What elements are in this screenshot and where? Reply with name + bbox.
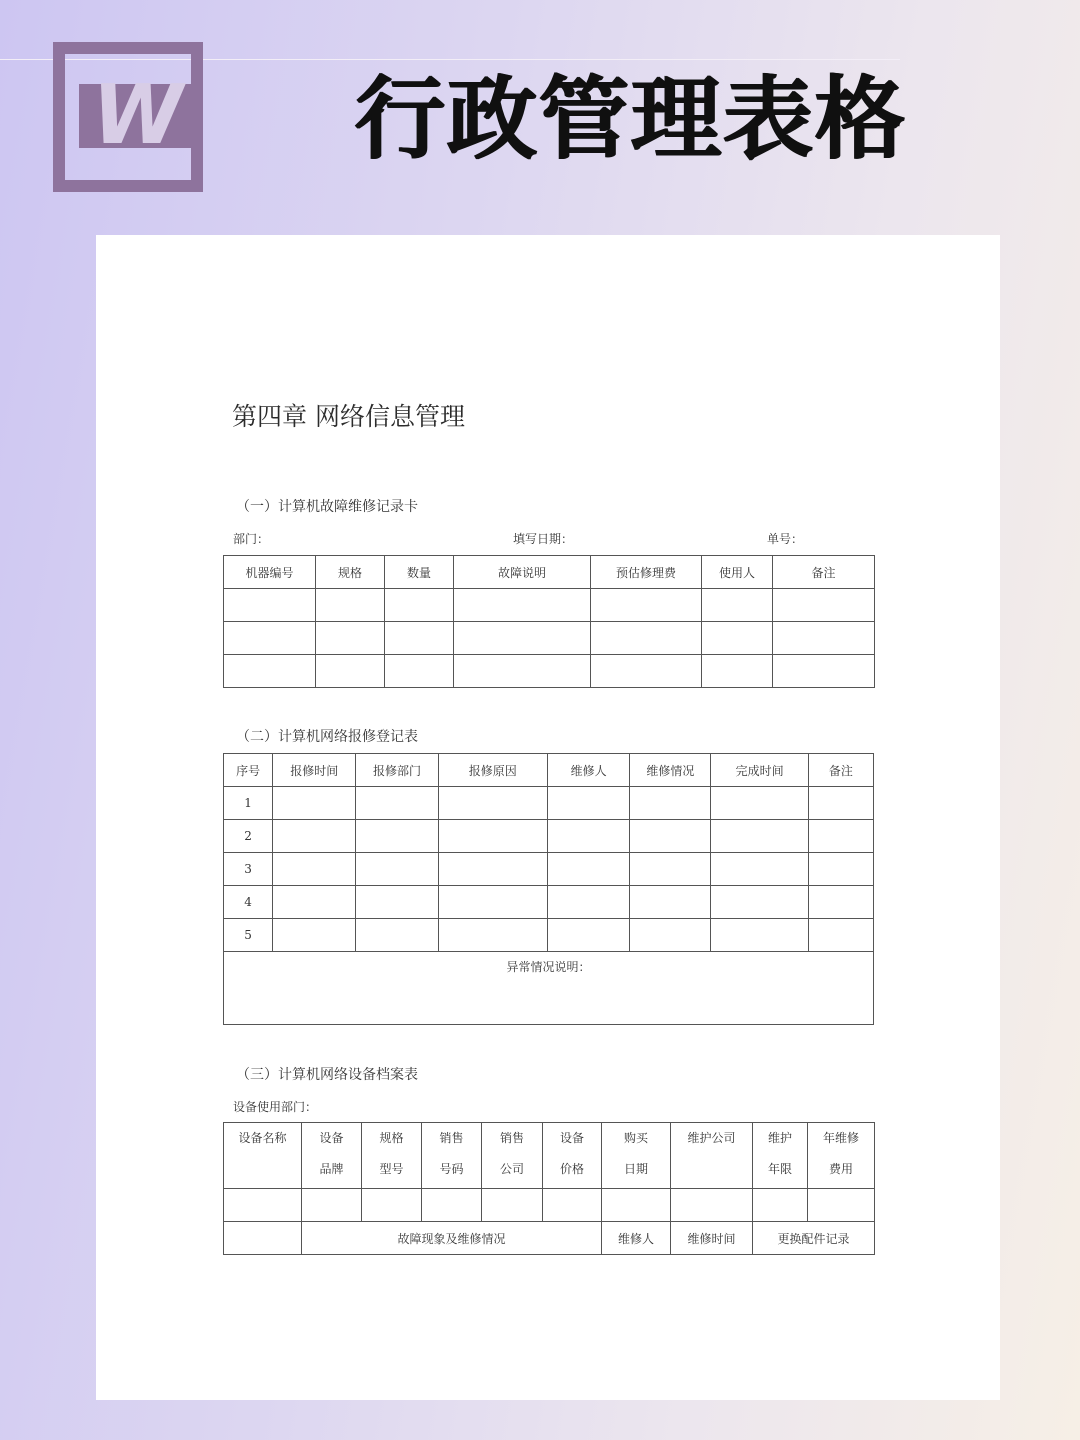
section1-date-label: 填写日期：: [513, 532, 574, 546]
blank-cell: [808, 919, 873, 952]
section1-number-label: 单号：: [767, 532, 804, 546]
blank-cell: [224, 1222, 302, 1255]
header-cell: 销售 号码: [422, 1123, 482, 1189]
blank-cell: [224, 589, 316, 622]
word-logo-icon: [53, 42, 203, 192]
blank-cell: [591, 589, 702, 622]
blank-cell: [547, 787, 629, 820]
header-cell: 规格: [316, 556, 385, 589]
row-number: 5: [224, 919, 273, 952]
header-cell: 备注: [773, 556, 875, 589]
blank-cell: [362, 1189, 422, 1222]
blank-cell: [224, 1189, 302, 1222]
exception-note-cell: 异常情况说明：: [224, 952, 874, 1025]
blank-cell: [438, 820, 547, 853]
blank-cell: [773, 655, 875, 688]
header-cell: 故障说明: [454, 556, 591, 589]
blank-cell: [711, 787, 808, 820]
header-cell: 完成时间: [711, 754, 808, 787]
blank-cell: [591, 622, 702, 655]
header-cell: 机器编号: [224, 556, 316, 589]
table-row: [224, 787, 874, 820]
header-cell: 设备 品牌: [302, 1123, 362, 1189]
header-cell: 维护公司: [671, 1123, 753, 1189]
header-cell: 预估修理费: [591, 556, 702, 589]
header-cell: 序号: [224, 754, 273, 787]
table-row: [224, 655, 875, 688]
blank-cell: [385, 622, 454, 655]
blank-cell: [702, 622, 773, 655]
blank-cell: [711, 886, 808, 919]
header-cell: 销售 公司: [482, 1123, 543, 1189]
table-header-row: [224, 556, 875, 589]
blank-cell: [808, 820, 873, 853]
blank-cell: [630, 820, 711, 853]
fault-description-cell: 故障现象及维修情况: [302, 1222, 602, 1255]
table-row: [224, 886, 874, 919]
table-row: [224, 919, 874, 952]
table-header-row: [224, 754, 874, 787]
blank-cell: [543, 1189, 602, 1222]
blank-cell: [356, 820, 438, 853]
blank-cell: [808, 787, 873, 820]
blank-cell: [438, 886, 547, 919]
table-header-row: [224, 1123, 875, 1189]
page-title: 行政管理表格: [355, 67, 907, 172]
blank-cell: [702, 655, 773, 688]
blank-cell: [630, 787, 711, 820]
blank-cell: [547, 886, 629, 919]
header-cell: 使用人: [702, 556, 773, 589]
blank-cell: [273, 787, 356, 820]
blank-cell: [224, 655, 316, 688]
header-cell: 备注: [808, 754, 873, 787]
row-number: 1: [224, 787, 273, 820]
header-cell: 规格 型号: [362, 1123, 422, 1189]
header-cell: 年维修 费用: [808, 1123, 875, 1189]
header-cell: 维修情况: [630, 754, 711, 787]
section1-dept-label: 部门：: [233, 532, 270, 546]
word-logo-letter: W: [79, 84, 192, 148]
document-page: [96, 235, 1000, 1400]
blank-cell: [630, 919, 711, 952]
blank-cell: [454, 655, 591, 688]
section3-dept-label: 设备使用部门：: [233, 1100, 318, 1114]
section3-title: （三）计算机网络设备档案表: [236, 1067, 418, 1083]
blank-cell: [273, 853, 356, 886]
repairer-cell: 维修人: [602, 1222, 671, 1255]
blank-cell: [547, 919, 629, 952]
row-number: 4: [224, 886, 273, 919]
blank-cell: [356, 886, 438, 919]
blank-cell: [630, 853, 711, 886]
blank-cell: [273, 820, 356, 853]
blank-cell: [316, 622, 385, 655]
blank-cell: [630, 886, 711, 919]
blank-cell: [711, 820, 808, 853]
header-cell: 购买 日期: [602, 1123, 671, 1189]
network-repair-log-table: [223, 753, 874, 1025]
row-number: 3: [224, 853, 273, 886]
table-note-row: [224, 952, 874, 1025]
blank-cell: [422, 1189, 482, 1222]
blank-cell: [438, 787, 547, 820]
blank-cell: [385, 589, 454, 622]
blank-cell: [753, 1189, 808, 1222]
section1-title: （一）计算机故障维修记录卡: [236, 499, 418, 515]
blank-cell: [808, 1189, 875, 1222]
table-footer-row: [224, 1222, 875, 1255]
blank-cell: [773, 622, 875, 655]
row-number: 2: [224, 820, 273, 853]
header-cell: 报修原因: [438, 754, 547, 787]
blank-cell: [671, 1189, 753, 1222]
blank-cell: [316, 655, 385, 688]
network-equipment-archive-table: [223, 1122, 875, 1255]
blank-cell: [482, 1189, 543, 1222]
blank-cell: [711, 919, 808, 952]
table-row: [224, 1189, 875, 1222]
blank-cell: [702, 589, 773, 622]
blank-cell: [273, 919, 356, 952]
blank-cell: [316, 589, 385, 622]
blank-cell: [808, 853, 873, 886]
blank-cell: [356, 919, 438, 952]
section2-title: （二）计算机网络报修登记表: [236, 729, 418, 745]
chapter-heading: 第四章 网络信息管理: [232, 402, 465, 431]
blank-cell: [773, 589, 875, 622]
blank-cell: [591, 655, 702, 688]
blank-cell: [547, 853, 629, 886]
header-cell: 报修时间: [273, 754, 356, 787]
table-row: [224, 820, 874, 853]
parts-record-cell: 更换配件记录: [753, 1222, 875, 1255]
blank-cell: [711, 853, 808, 886]
table-row: [224, 622, 875, 655]
blank-cell: [602, 1189, 671, 1222]
header-cell: 维护 年限: [753, 1123, 808, 1189]
blank-cell: [356, 787, 438, 820]
repair-record-card-table: [223, 555, 875, 688]
blank-cell: [438, 853, 547, 886]
repair-time-cell: 维修时间: [671, 1222, 753, 1255]
header-cell: 维修人: [547, 754, 629, 787]
blank-cell: [454, 589, 591, 622]
header-cell: 设备名称: [224, 1123, 302, 1189]
blank-cell: [808, 886, 873, 919]
table-row: [224, 589, 875, 622]
blank-cell: [454, 622, 591, 655]
blank-cell: [438, 919, 547, 952]
header-cell: 报修部门: [356, 754, 438, 787]
blank-cell: [273, 886, 356, 919]
blank-cell: [356, 853, 438, 886]
blank-cell: [547, 820, 629, 853]
header-cell: 数量: [385, 556, 454, 589]
blank-cell: [224, 622, 316, 655]
header-cell: 设备 价格: [543, 1123, 602, 1189]
table-row: [224, 853, 874, 886]
blank-cell: [385, 655, 454, 688]
blank-cell: [302, 1189, 362, 1222]
